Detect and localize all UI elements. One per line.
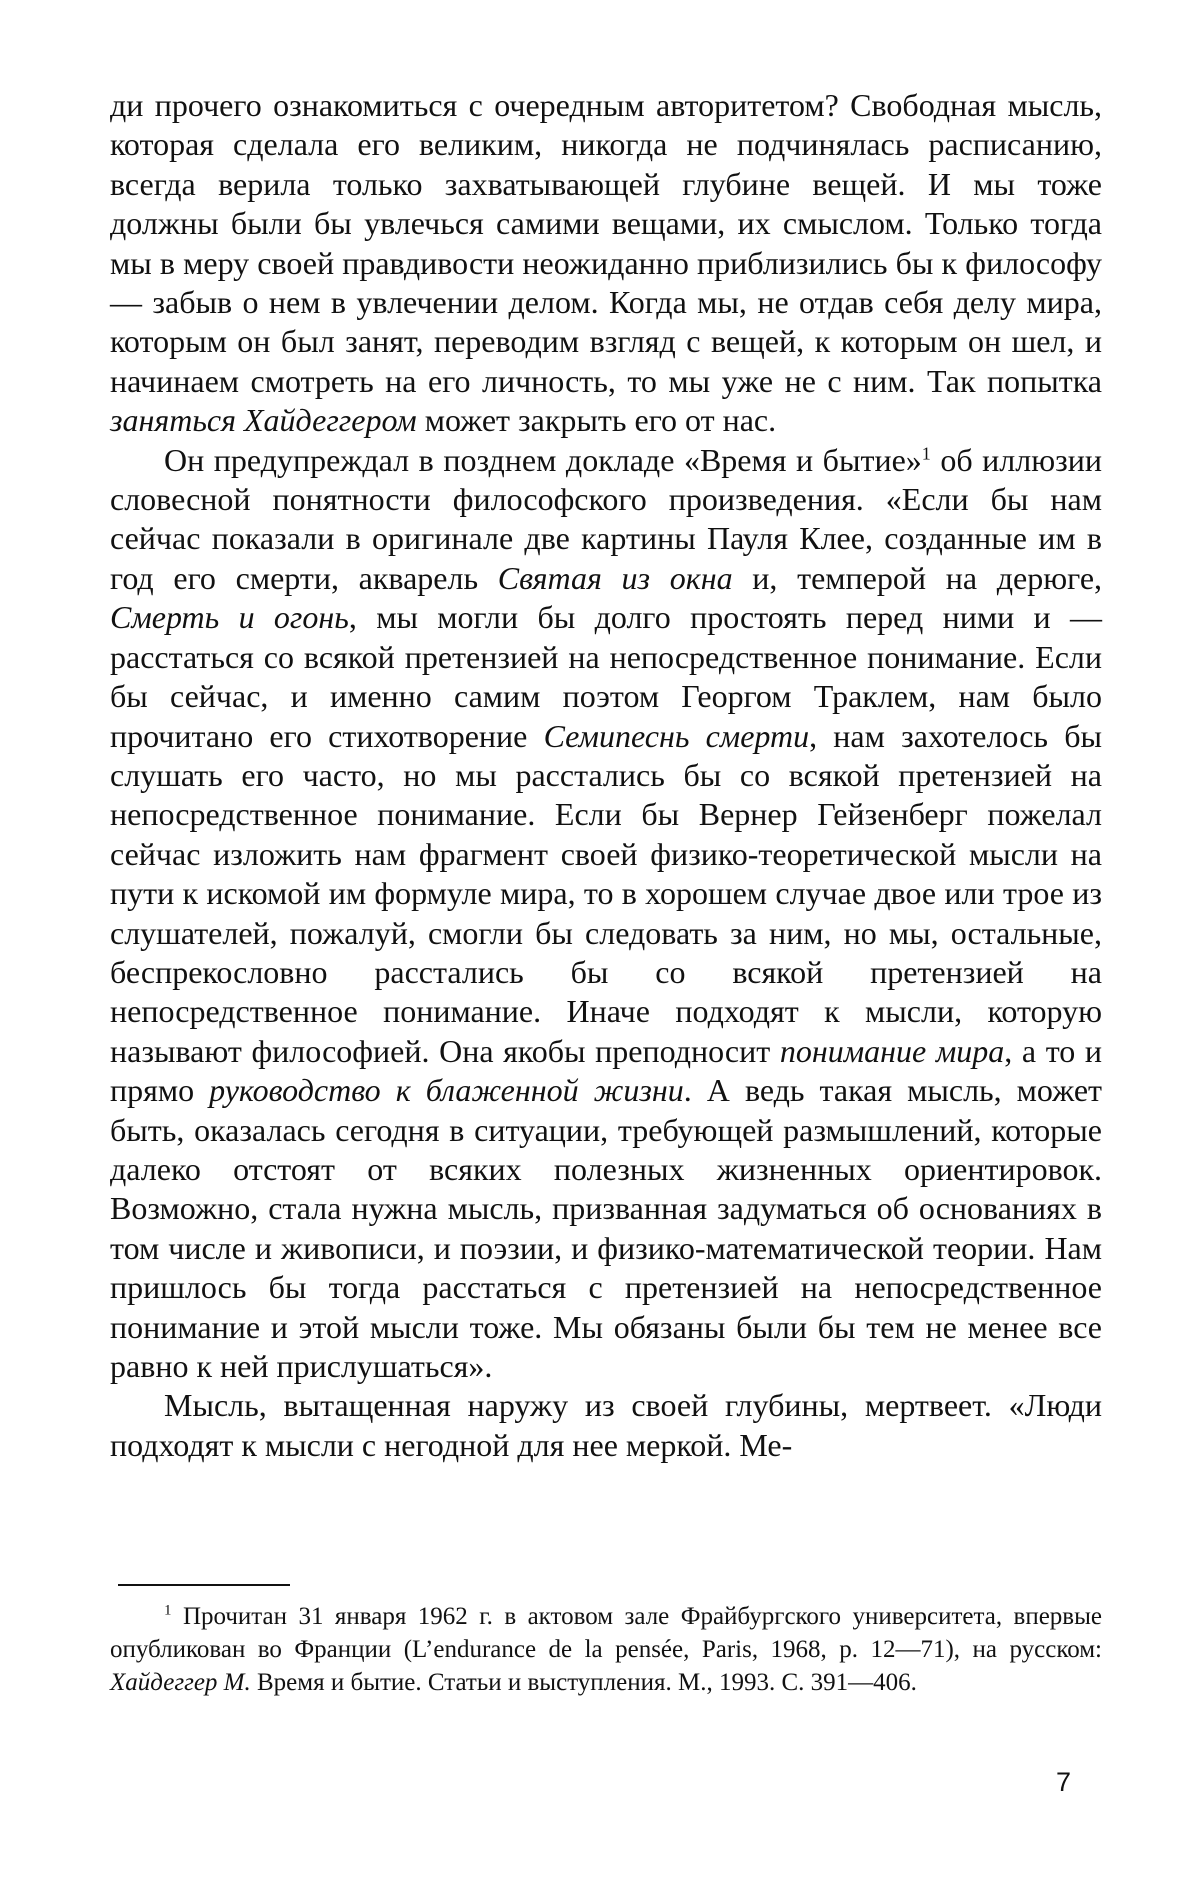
- footnote: [110, 1600, 1102, 1699]
- footnote-ref: 1: [922, 443, 931, 463]
- italic-phrase: руководство к блаженной жизни: [209, 1072, 684, 1108]
- italic-phrase: Семипеснь смерти: [544, 718, 810, 754]
- italic-phrase: Смерть и огонь: [110, 599, 349, 635]
- page-body: [110, 86, 1102, 1465]
- italic-phrase: заняться Хайдеггером: [110, 402, 417, 438]
- paragraph-2: Он предупреждал в позднем докладе «Время и бытие»1 об иллюзии словесной понятности философского произведения. «Если бы нам сейчас показали в оригинале две картины Пауля Клее, созданные им в год его смерти, акварель Святая из окна и, темперой на дерюге, Смерть и огонь, мы могли бы долго простоять перед ними и — расстаться со всякой претензией на непосредственное понимание. Если бы сейчас, и именно самим поэтом Георгом Траклем, нам было прочитано его стихотворение Семипеснь смерти, нам захотелось бы слушать его часто, но мы расстались бы со всякой претензией на непосредственное понимание. Если бы Вернер Гейзенберг пожелал сейчас изложить нам фрагмент своей физико-теоретической мысли на пути к искомой им формуле мира, то в хорошем случае двое или трое из слушателей, пожалуй, смогли бы следовать за ним, но мы, остальные, беспрекословно расстались бы со всякой претензией на непосредственное понимание. Иначе подходят к мысли, которую называют философией. Она якобы преподносит понимание мира, а то и прямо руководство к блаженной жизни. А ведь такая мысль, может быть, оказалась сегодня в ситуации, требующей размышлений, которые далеко отстоят от всяких полезных жизненных ориентировок. Возможно, стала нужна мысль, призванная задуматься об основаниях в том числе и живописи, и поэзии, и физико-математической теории. Нам пришлось бы тогда расстаться с претензией на непосредственное понимание и этой мысли тоже. Мы обязаны были бы тем не менее все равно к ней прислушаться».: [110, 441, 1102, 1387]
- paragraph-1: ди прочего ознакомиться с очередным авторитетом? Свободная мысль, которая сделала его великим, никогда не подчинялась расписанию, всегда верила только захватывающей глубине вещей. И мы тоже должны были бы увлечься самими вещами, их смыслом. Только тогда мы в меру своей правдивости неожиданно приблизились бы к философу — забыв о нем в увлечении делом. Когда мы, не отдав себя делу мира, которым он был занят, переводим взгляд с вещей, к которым он шел, и начинаем смотреть на его личность, то мы уже не с ним. Так попытка заняться Хайдеггером может закрыть его от нас.: [110, 86, 1102, 441]
- italic-phrase: понимание мира: [780, 1033, 1004, 1069]
- footnote-divider: [118, 1584, 290, 1586]
- footnote-text: Прочитан 31 января 1962 г. в актовом зале Фрайбургского университета, впервые опубликован во Франции (L’endurance de la pensée, Paris, 1968, p. 12—71), на русском: Хайдеггер М. Время и бытие. Статьи и выступления. М., 1993. С. 391—406.: [110, 1603, 1102, 1696]
- page-number: 7: [1056, 1767, 1071, 1797]
- italic-phrase: Святая из окна: [498, 560, 733, 596]
- italic-phrase: Хайдеггер М.: [110, 1669, 251, 1696]
- footnote-marker: 1: [164, 1603, 172, 1619]
- paragraph-3: Мысль, вытащенная наружу из своей глубины, мертвеет. «Люди подходят к мысли с негодной для нее меркой. Ме-: [110, 1386, 1102, 1465]
